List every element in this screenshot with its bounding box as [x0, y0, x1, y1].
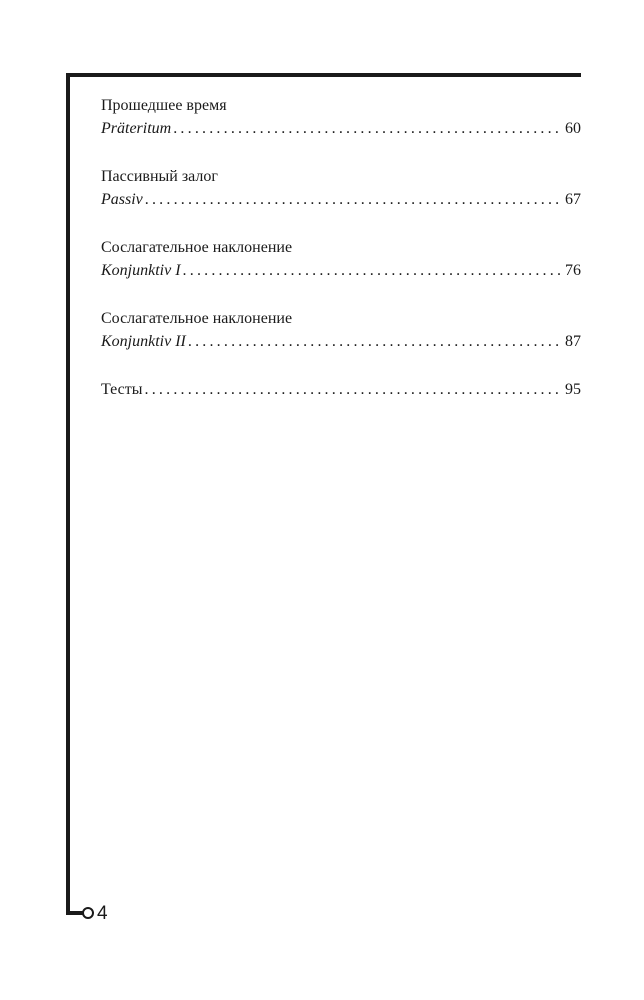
toc-dot-leader — [183, 259, 563, 282]
toc-entry-subtitle: Passiv — [101, 191, 143, 208]
toc-entry-subtitle: Konjunktiv I — [101, 262, 181, 279]
toc-entry-subtitle: Konjunktiv II — [101, 333, 186, 350]
toc-entry-page: 87 — [565, 333, 581, 350]
toc-entry-page: 95 — [565, 381, 581, 398]
toc-entry-line — [101, 259, 581, 282]
toc-entry-page: 67 — [565, 191, 581, 208]
toc-entry-tests[interactable] — [101, 378, 581, 401]
page-marker-circle-icon — [82, 907, 94, 919]
toc-entry-subtitle: Präteritum — [101, 120, 172, 137]
toc-dot-leader — [145, 188, 563, 211]
toc-entry-prateritum[interactable] — [101, 94, 581, 140]
toc-entry-page: 60 — [565, 120, 581, 137]
toc-entry-line — [101, 188, 581, 211]
toc-entry-title: Прошедшее время — [101, 97, 227, 114]
table-of-contents — [101, 94, 581, 401]
toc-entry-konjunktiv-2[interactable] — [101, 307, 581, 353]
toc-entry-konjunktiv-1[interactable] — [101, 236, 581, 282]
toc-dot-leader — [145, 378, 563, 401]
toc-entry-title: Пассивный залог — [101, 168, 218, 185]
toc-entry-line — [101, 330, 581, 353]
toc-entry-subtitle: Тесты — [101, 381, 143, 398]
toc-entry-page: 76 — [565, 262, 581, 279]
toc-dot-leader — [173, 117, 563, 140]
toc-entry-line — [101, 117, 581, 140]
toc-entry-line — [101, 378, 581, 401]
toc-dot-leader — [188, 330, 563, 353]
toc-entry-passiv[interactable] — [101, 165, 581, 211]
toc-entry-title: Сослагательное наклонение — [101, 239, 293, 256]
toc-entry-title: Сослагательное наклонение — [101, 310, 293, 327]
page-number: 4 — [97, 903, 108, 924]
frame-top-rule — [66, 73, 581, 77]
frame-left-rule — [66, 73, 70, 915]
